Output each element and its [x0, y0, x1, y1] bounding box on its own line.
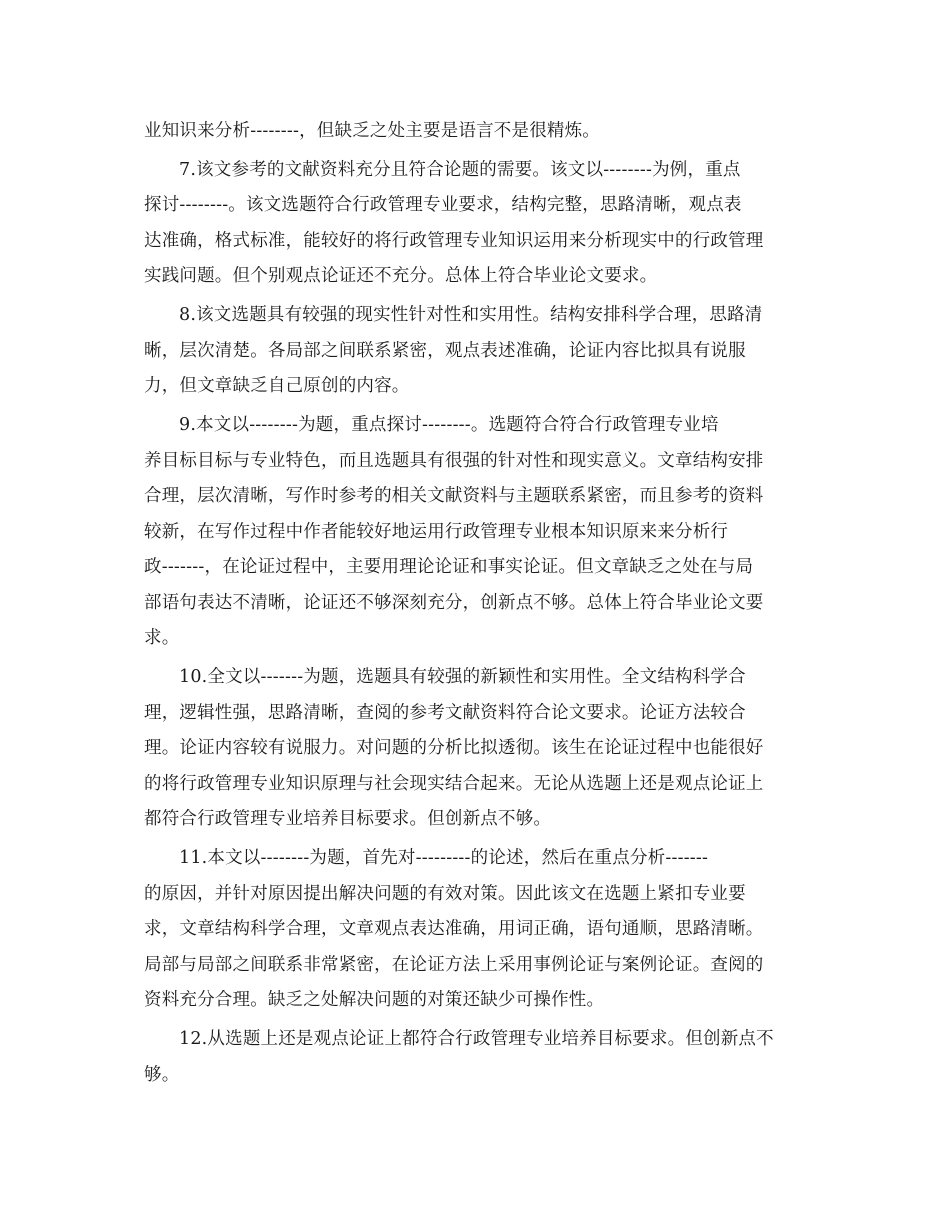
- paragraph-11-start: 11.本文以--------为题，首先对---------的论述，然后在重点分析-------: [179, 848, 709, 868]
- text-line: 够。: [144, 1065, 180, 1085]
- text-line: 都符合行政管理专业培养目标要求。但创新点不够。: [144, 809, 552, 829]
- text-line: 实践问题。但个别观点论证还不充分。总体上符合毕业论文要求。: [144, 266, 658, 286]
- paragraph-8-start: 8.该文选题具有较强的现实性针对性和实用性。结构安排科学合理，思路清: [179, 305, 763, 325]
- paragraph-7-start: 7.该文参考的文献资料充分且符合论题的需要。该文以--------为例，重点: [179, 160, 741, 180]
- text-line: 的将行政管理专业知识原理与社会现实结合起来。无论从选题上还是观点论证上: [144, 774, 764, 794]
- text-line: 部语句表达不清晰，论证还不够深刻充分，创新点不够。总体上符合毕业论文要: [144, 593, 764, 613]
- text-line: 求。: [144, 628, 180, 648]
- text-line: 达准确，格式标准，能较好的将行政管理专业知识运用来分析现实中的行政管理: [144, 231, 764, 251]
- text-line: 探讨--------。该文选题符合行政管理专业要求，结构完整，思路清晰，观点表: [144, 195, 742, 215]
- paragraph-12-start: 12.从选题上还是观点论证上都符合行政管理专业培养目标要求。但创新点不: [179, 1029, 774, 1049]
- text-line: 的原因，并针对原因提出解决问题的有效对策。因此该文在选题上紧扣专业要: [144, 884, 746, 904]
- text-line: 较新，在写作过程中作者能较好地运用行政管理专业根本知识原来来分析行: [144, 522, 729, 542]
- text-line: 局部与局部之间联系非常紧密，在论证方法上采用事例论证与案例论证。查阅的: [144, 955, 764, 975]
- paragraph-9-start: 9.本文以--------为题，重点探讨--------。选题符合符合行政管理专业培: [179, 415, 719, 435]
- text-line: 养目标目标与专业特色，而且选题具有很强的针对性和现实意义。文章结构安排: [144, 451, 764, 471]
- text-line: 求，文章结构科学合理，文章观点表达准确，用词正确，语句通顺，思路清晰。: [144, 919, 764, 939]
- text-line: 理。论证内容较有说服力。对问题的分析比拟透彻。该生在论证过程中也能很好: [144, 738, 764, 758]
- text-line: 合理，层次清晰，写作时参考的相关文献资料与主题联系紧密，而且参考的资料: [144, 486, 764, 506]
- text-line: 力，但文章缺乏自己原创的内容。: [144, 376, 410, 396]
- text-line: 晰，层次清楚。各局部之间联系紧密，观点表述准确，论证内容比拟具有说服: [144, 341, 746, 361]
- text-line: 政-------，在论证过程中，主要用理论论证和事实论证。但文章缺乏之处在与局: [144, 557, 754, 577]
- text-line: 理，逻辑性强，思路清晰，查阅的参考文献资料符合论文要求。论证方法较合: [144, 703, 746, 723]
- text-line: 资料充分合理。缺乏之处解决问题的对策还缺少可操作性。: [144, 990, 605, 1010]
- text-line: 业知识来分析--------，但缺乏之处主要是语言不是很精炼。: [144, 121, 601, 141]
- paragraph-10-start: 10.全文以-------为题，选题具有较强的新颖性和实用性。全文结构科学合: [179, 667, 746, 687]
